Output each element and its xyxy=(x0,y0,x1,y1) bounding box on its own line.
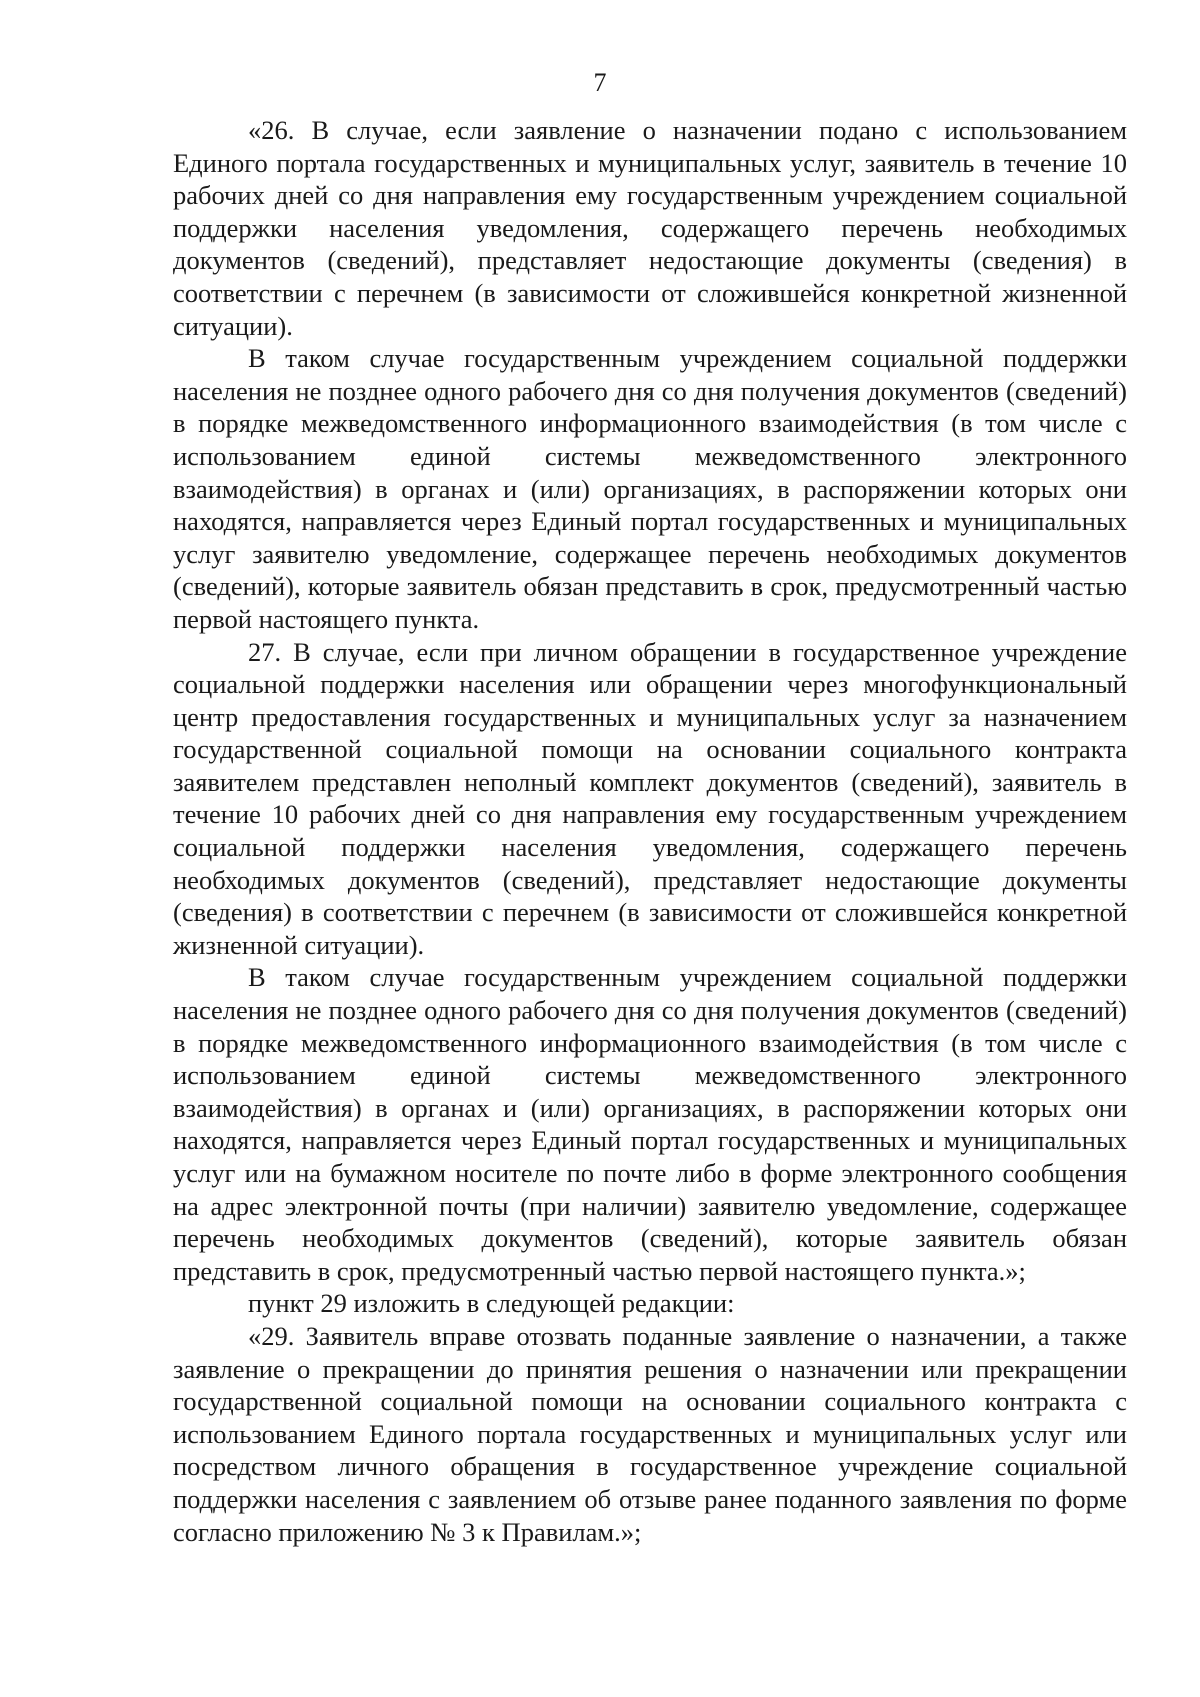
paragraph-amendment-instruction: пункт 29 изложить в следующей редакции: xyxy=(248,1288,735,1319)
paragraph-26: «26. В случае, если заявление о назначении подано с использованием Единого портала государственных и муниципальных услуг, заявитель в течение 10 рабочих дней со дня направления ему государственным учреждением социальной поддержки населения уведомления, содержащего перечень необходимых документов (сведений), представляет недостающие документы (сведения) в соответствии с перечнем (в зависимости от сложившейся конкретной жизненной ситуации). xyxy=(173,115,1127,341)
paragraph-26-continuation: В таком случае государственным учреждением социальной поддержки населения не позднее одного рабочего дня со дня получения документов (сведений) в порядке межведомственного информационного взаимодействия (в том числе с использованием единой системы межведомственного электронного взаимодействия) в органах и (или) организациях, в распоряжении которых они находятся, направляется через Единый портал государственных и муниципальных услуг заявителю уведомление, содержащее перечень необходимых документов (сведений), которые заявитель обязан представить в срок, предусмотренный частью первой настоящего пункта. xyxy=(173,343,1127,634)
paragraph-27-continuation: В таком случае государственным учреждением социальной поддержки населения не позднее одного рабочего дня со дня получения документов (сведений) в порядке межведомственного информационного взаимодействия (в том числе с использованием единой системы межведомственного электронного взаимодействия) в органах и (или) организациях, в распоряжении которых они находятся, направляется через Единый портал государственных и муниципальных услуг или на бумажном носителе по почте либо в форме электронного сообщения на адрес электронной почты (при наличии) заявителю уведомление, содержащее перечень необходимых документов (сведений), которые заявитель обязан представить в срок, предусмотренный частью первой настоящего пункта.»; xyxy=(173,962,1127,1286)
paragraph-29: «29. Заявитель вправе отозвать поданные заявление о назначении, а также заявление о прекращении до принятия решения о назначении или прекращении государственной социальной помощи на основании социального контракта с использованием Единого портала государственных и муниципальных услуг или посредством личного обращения в государственное учреждение социальной поддержки населения с заявлением об отзыве ранее поданного заявления по форме согласно приложению № 3 к Правилам.»; xyxy=(173,1320,1127,1547)
page-number: 7 xyxy=(593,68,607,97)
document-body xyxy=(173,114,1127,1548)
paragraph-27: 27. В случае, если при личном обращении в государственное учреждение социальной поддержки населения или обращении через многофункциональный центр предоставления государственных и муниципальных услуг за назначением государственной социальной помощи на основании социального контракта заявителем представлен неполный комплект документов (сведений), заявитель в течение 10 рабочих дней со дня направления ему государственным учреждением социальной поддержки населения уведомления, содержащего перечень необходимых документов (сведений), представляет недостающие документы (сведения) в соответствии с перечнем (в зависимости от сложившейся конкретной жизненной ситуации). xyxy=(173,636,1127,960)
